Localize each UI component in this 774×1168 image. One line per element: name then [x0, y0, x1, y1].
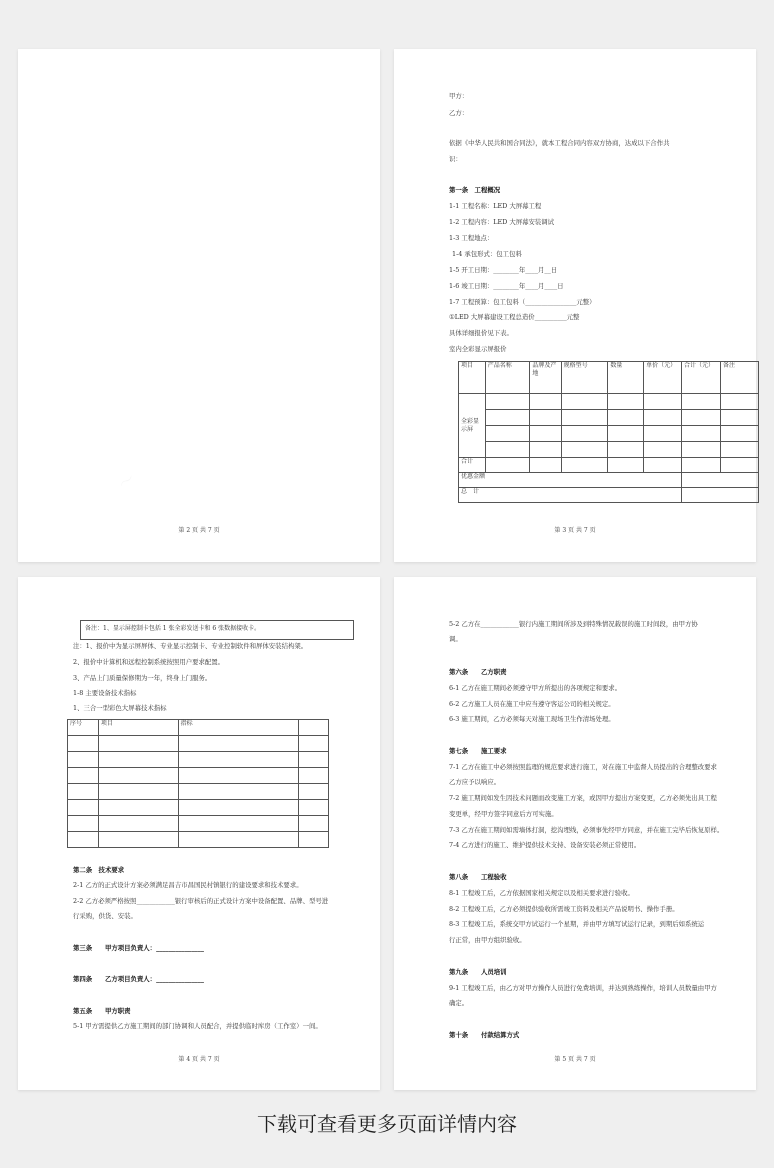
table-row: [68, 768, 329, 784]
table-row: [68, 800, 329, 816]
article-heading: 第十条 付款结算方式: [449, 1031, 520, 1039]
clause-line: 变更单，经甲方签字同意后方可实施。: [449, 810, 558, 818]
table-row: [459, 458, 759, 473]
document-page-2: [18, 49, 380, 562]
article-heading: 第六条 乙方职责: [449, 668, 507, 676]
grand-total-label-cell: 总 计: [459, 488, 682, 503]
clause-line: 8-2 工程竣工后，乙方必须提供验收所需竣工资料及相关产品说明书、操作手册。: [449, 905, 679, 913]
table-header-row: [68, 720, 329, 736]
clause-line: 1-1 工程名称：LED 大屏幕工程: [449, 202, 542, 210]
clause-line: 2-2 乙方必须严格按照____________银行审核后的正式设计方案中设备配置、品牌、型号进: [73, 897, 329, 905]
clause-line: 1-6 竣工日期：________年____月____日: [449, 282, 564, 290]
spec-table: [67, 719, 329, 848]
header-cell: 备注: [721, 362, 759, 394]
document-page-5: [394, 577, 756, 1090]
clause-line: 1-4 承包形式：包工包料: [452, 250, 522, 258]
note-line: 2、报价中计算机和远程控制系统按照用户要求配置。: [73, 658, 225, 666]
document-page-3: [394, 49, 756, 562]
clause-line: 行采购，供货、安装。: [73, 912, 137, 920]
party-a-line: 甲方：: [449, 92, 469, 100]
table-row: [459, 488, 759, 503]
table-row: [68, 816, 329, 832]
intro-line: 识：: [449, 155, 462, 163]
clause-line: 1-2 工程内容：LED 大屏幕安装调试: [449, 218, 555, 226]
table-row: [68, 832, 329, 848]
clause-line: 1-3 工程地点：: [449, 234, 494, 242]
page-footer: 第 3 页 共 7 页: [554, 527, 596, 534]
article-heading: 第九条 人员培训: [449, 968, 507, 976]
table-title: 1、三合一型彩色大屏幕技术指标: [73, 704, 167, 712]
discount-label-cell: 优惠金额: [459, 473, 682, 488]
header-cell: 序号: [68, 720, 99, 736]
header-cell: 数量: [608, 362, 644, 394]
header-cell: 项目: [459, 362, 486, 394]
header-cell: 品牌及产地: [530, 362, 561, 394]
note-box: 备注：1、显示屏控制卡包括 1 张全彩发送卡和 6 张数据接收卡。: [80, 620, 354, 640]
table-header-row: [459, 362, 759, 394]
header-cell: 合计（元）: [682, 362, 721, 394]
header-cell: 项目: [98, 720, 178, 736]
party-b-line: 乙方：: [449, 109, 469, 117]
header-cell: 规格型号: [561, 362, 608, 394]
intro-line: 依据《中华人民共和国合同法》，就本工程合同内容双方协商，达成以下合作共: [449, 139, 670, 147]
table-row: [459, 442, 759, 458]
clause-line: 7-1 乙方在施工中必须按照监理的规范要求进行施工，对在施工中监督人员提出的合理整改要求: [449, 763, 717, 771]
price-table: [458, 361, 759, 503]
clause-line: 9-1 工程竣工后，由乙方对甲方操作人员进行免费培训，并达到熟练操作，培训人员数量由甲方: [449, 984, 717, 992]
clause-line: 确定。: [449, 999, 469, 1007]
article-heading: 第三条 甲方项目负责人：_______________: [73, 944, 205, 952]
clause-line: 2-1 乙方的正式设计方案必须满足昌吉市昌国民村镇银行的建设要求和技术要求。: [73, 881, 303, 889]
table-row: [459, 410, 759, 426]
document-page-4: [18, 577, 380, 1090]
header-cell: 指标: [178, 720, 299, 736]
header-cell: [299, 720, 329, 736]
table-row: [459, 426, 759, 442]
note-line: 注：1、报价中为显示屏屏体、专业显示控制卡、专业控制软件和屏体安装结构架。: [73, 642, 308, 650]
clause-line: 具体详细报价见下表。: [449, 329, 513, 337]
clause-line: 1-7 工程预算：包工包料（________________元整）: [449, 298, 596, 306]
article-heading: 第四条 乙方项目负责人：_______________: [73, 975, 205, 983]
clause-line: 7-4 乙方进行的施工、维护提供技术支持、设备安装必须正常使用。: [449, 841, 641, 849]
page-footer: 第 5 页 共 7 页: [554, 1056, 596, 1063]
header-cell: 单价（元）: [644, 362, 682, 394]
clause-line: 1-8 主要设备技术指标: [73, 689, 137, 697]
page-footer: 第 2 页 共 7 页: [178, 527, 220, 534]
clause-line: 8-1 工程竣工后，乙方依据国家相关规定以及相关要求进行验收。: [449, 889, 634, 897]
article-heading: 第七条 施工要求: [449, 747, 507, 755]
clause-line: 7-2 施工期间如发生因技术问题而改变施工方案，或因甲方提出方案变更，乙方必须先出具工程: [449, 794, 717, 802]
article-heading: 第二条 技术要求: [73, 866, 125, 874]
note-line: 3、产品上门质量保修期为一年，终身上门服务。: [73, 674, 212, 682]
clause-line: 6-1 乙方在施工期间必须遵守甲方所提出的各项规定和要求。: [449, 684, 622, 692]
clause-line: 调。: [449, 635, 462, 643]
header-cell: 产品名称: [485, 362, 530, 394]
article-heading: 第一条 工程概况: [449, 186, 501, 194]
clause-line: 乙方应予以响应。: [449, 778, 501, 786]
watermark: [112, 467, 139, 495]
clause-line: 6-3 施工期间，乙方必须每天对施工现场卫生作清场处理。: [449, 715, 615, 723]
table-row: [68, 752, 329, 768]
table-row: [459, 394, 759, 410]
clause-line: 6-2 乙方施工人员在施工中应当遵守客运公司的相关规定。: [449, 700, 615, 708]
clause-line: 5-1 甲方需提供乙方施工期间的部门协调和人员配合，并提供临时库房（工作室）一间。: [73, 1022, 322, 1030]
article-heading: 第八条 工程验收: [449, 873, 507, 881]
clause-line: 8-3 工程竣工后，系统交甲方试运行一个星期，并由甲方填写试运行记录，到期后如系统运: [449, 920, 705, 928]
clause-line: ①LED 大屏幕建设工程总造价__________元整: [449, 313, 580, 321]
clause-line: 1-5 开工日期：________年____月__日: [449, 266, 558, 274]
table-row: [68, 736, 329, 752]
row-label-cell: 全彩显示屏: [459, 394, 486, 458]
clause-line: 行正常，由甲方组织验收。: [449, 936, 526, 944]
table-row: [459, 473, 759, 488]
page-footer: 第 4 页 共 7 页: [178, 1056, 220, 1063]
total-label-cell: 合计: [459, 458, 486, 473]
clause-line: 5-2 乙方在____________银行内施工期间所涉及到特殊情况载误的施工时间段，由甲方协: [449, 620, 698, 628]
article-heading: 第五条 甲方职责: [73, 1007, 131, 1015]
clause-line: 7-3 乙方在施工期间如需墙体打洞，挖沟埋线，必须事先经甲方同意，并在施工完毕后恢复原样。: [449, 826, 724, 834]
table-title: 室内全彩显示屏报价: [449, 345, 507, 353]
table-row: [68, 784, 329, 800]
download-banner[interactable]: 下载可查看更多页面详情内容: [257, 1112, 517, 1136]
